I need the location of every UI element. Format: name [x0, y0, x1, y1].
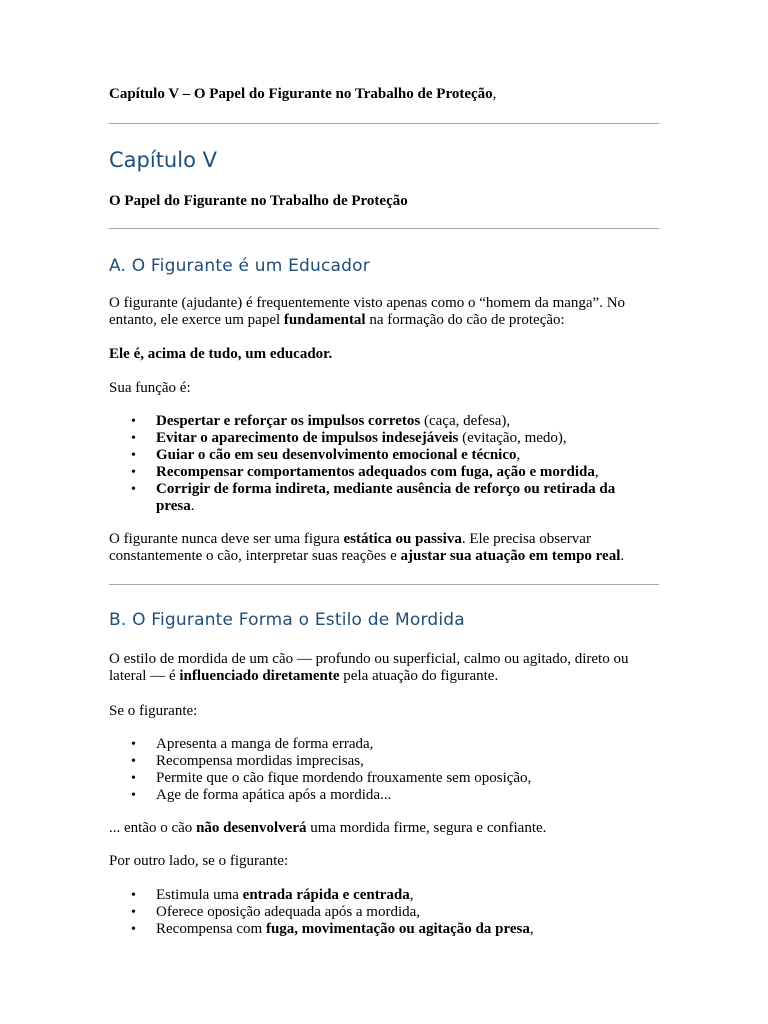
- section-b-bullet-list-2: [109, 887, 659, 938]
- list-item-text: ,: [409, 887, 414, 903]
- list-item: • Apresenta a manga de forma errada,: [109, 736, 659, 753]
- list-item: [109, 481, 659, 515]
- divider: [109, 228, 659, 229]
- paragraph-bold: fundamental: [283, 312, 366, 328]
- paragraph-bold: ajustar sua atuação em tempo real: [400, 548, 621, 564]
- list-item-bold: Despertar e reforçar os impulsos corretos: [156, 413, 421, 429]
- paragraph-text: O figurante (ajudante) é frequentemente visto apenas como o “homem da manga”. No entanto, ele exerce um papel: [109, 295, 626, 328]
- paragraph-text: na formação do cão de proteção:: [365, 312, 565, 328]
- list-item-bold: Evitar o aparecimento de impulsos indesejáveis: [156, 430, 459, 446]
- section-a-bullet-list: [109, 413, 659, 515]
- list-item: • Age de forma apática após a mordida...: [109, 787, 659, 804]
- paragraph-text: O estilo de mordida de um cão — profundo ou superficial, calmo ou agitado, direto ou lateral — é: [109, 651, 629, 684]
- list-item-text: (caça, defesa),: [420, 413, 511, 429]
- section-a-paragraph-4: [109, 531, 659, 565]
- section-b-paragraph-2: Se o figurante:: [109, 703, 198, 719]
- list-item-text: ,: [594, 464, 599, 480]
- paragraph-bold: estática ou passiva: [343, 531, 462, 547]
- paragraph-bold: influenciado diretamente: [179, 668, 340, 684]
- list-item: [109, 464, 659, 481]
- list-item-text: ,: [516, 447, 521, 463]
- section-a-paragraph-2: Ele é, acima de tudo, um educador.: [109, 346, 333, 362]
- chapter-subtitle: O Papel do Figurante no Trabalho de Proteção: [109, 193, 408, 209]
- list-item: [109, 904, 659, 921]
- list-item-text: Recompensa com: [156, 921, 266, 937]
- list-item-text: ,: [529, 921, 534, 937]
- list-item-bold: Corrigir de forma indireta, mediante ausência de reforço ou retirada da presa: [156, 481, 616, 514]
- list-item: [109, 413, 659, 430]
- header-title: Capítulo V – O Papel do Figurante no Trabalho de Proteção: [109, 86, 493, 102]
- list-item: [109, 430, 659, 447]
- paragraph-text: . Ele precisa observar constantemente o cão, interpretar suas reações e: [109, 531, 591, 564]
- list-item-bold: Recompensar comportamentos adequados com fuga, ação e mordida: [156, 464, 595, 480]
- section-a-paragraph-1: [109, 295, 659, 329]
- section-b-heading: B. O Figurante Forma o Estilo de Mordida: [109, 610, 465, 630]
- list-item: • Permite que o cão fique mordendo frouxamente sem oposição,: [109, 770, 659, 787]
- document-header: [109, 86, 496, 103]
- divider: [109, 123, 659, 124]
- section-b-paragraph-4: Por outro lado, se o figurante:: [109, 853, 289, 869]
- list-item-text: .: [190, 498, 195, 514]
- paragraph-text: ... então o cão: [109, 820, 197, 836]
- section-a-paragraph-3: Sua função é:: [109, 380, 191, 396]
- section-b-paragraph-3: [109, 820, 546, 837]
- section-b-bullet-list-1: [109, 736, 659, 804]
- list-item-bold: fuga, movimentação ou agitação da presa: [265, 921, 530, 937]
- list-item-bold: Guiar o cão em seu desenvolvimento emocional e técnico: [156, 447, 517, 463]
- paragraph-text: .: [620, 548, 625, 564]
- divider: [109, 584, 659, 585]
- list-item-text: Oferece oposição adequada após a mordida,: [156, 904, 421, 920]
- header-title-tail: ,: [492, 86, 497, 102]
- list-item-bold: entrada rápida e centrada: [242, 887, 410, 903]
- paragraph-text: O figurante nunca deve ser uma figura: [109, 531, 344, 547]
- paragraph-text: uma mordida firme, segura e confiante.: [306, 820, 547, 836]
- list-item: • Recompensa mordidas imprecisas,: [109, 753, 659, 770]
- list-item-text: (evitação, medo),: [458, 430, 567, 446]
- list-item: [109, 447, 659, 464]
- section-b-paragraph-1: [109, 651, 659, 685]
- list-item: [109, 887, 659, 904]
- list-item: [109, 921, 659, 938]
- chapter-heading: Capítulo V: [109, 148, 217, 172]
- paragraph-bold: não desenvolverá: [196, 820, 307, 836]
- paragraph-text: pela atuação do figurante.: [339, 668, 499, 684]
- list-item-text: Estimula uma: [156, 887, 243, 903]
- section-a-heading: A. O Figurante é um Educador: [109, 256, 370, 276]
